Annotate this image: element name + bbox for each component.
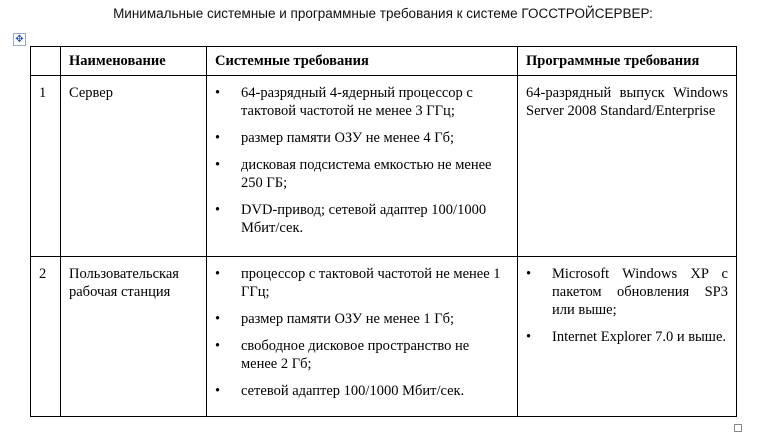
table-header-row	[31, 47, 737, 76]
table-resize-handle[interactable]	[734, 424, 742, 432]
software-requirements	[518, 257, 737, 417]
document-title: Минимальные системные и программные требования к системе ГОССТРОЙСЕРВЕР:	[113, 6, 653, 21]
row-num: 1	[31, 76, 61, 257]
list-item: • DVD-привод; сетевой адаптер 100/1000 Мбит/сек.	[215, 201, 509, 237]
row-name: Пользовательская рабочая станция	[61, 257, 207, 417]
system-requirements	[207, 76, 518, 257]
system-requirements	[207, 257, 518, 417]
list-item: • свободное дисковое пространство не менее 2 Гб;	[215, 337, 509, 373]
software-requirements: 64-разрядный выпуск Windows Server 2008 Standard/Enterprise	[518, 76, 737, 257]
header-name: Наименование	[61, 47, 207, 76]
list-item: • 64-разрядный 4-ядерный процессор с тактовой частотой не менее 3 ГГц;	[215, 84, 509, 120]
header-software: Программные требования	[518, 47, 737, 76]
header-num	[31, 47, 61, 76]
list-item: • Internet Explorer 7.0 и выше.	[526, 328, 728, 346]
list-item: • размер памяти ОЗУ не менее 4 Гб;	[215, 129, 509, 147]
header-system: Системные требования	[207, 47, 518, 76]
list-item: • размер памяти ОЗУ не менее 1 Гб;	[215, 310, 509, 328]
table-row	[31, 76, 737, 257]
row-num: 2	[31, 257, 61, 417]
table-row	[31, 257, 737, 417]
table-move-handle-icon[interactable]: ✥	[13, 33, 26, 46]
row-name: Сервер	[61, 76, 207, 257]
list-item: • дисковая подсистема емкостью не менее 250 ГБ;	[215, 156, 509, 192]
list-item: • процессор с тактовой частотой не менее 1 ГГц;	[215, 265, 509, 301]
requirements-table	[30, 46, 737, 417]
list-item: • сетевой адаптер 100/1000 Мбит/сек.	[215, 382, 509, 400]
list-item: • Microsoft Windows XP с пакетом обновления SP3 или выше;	[526, 265, 728, 319]
